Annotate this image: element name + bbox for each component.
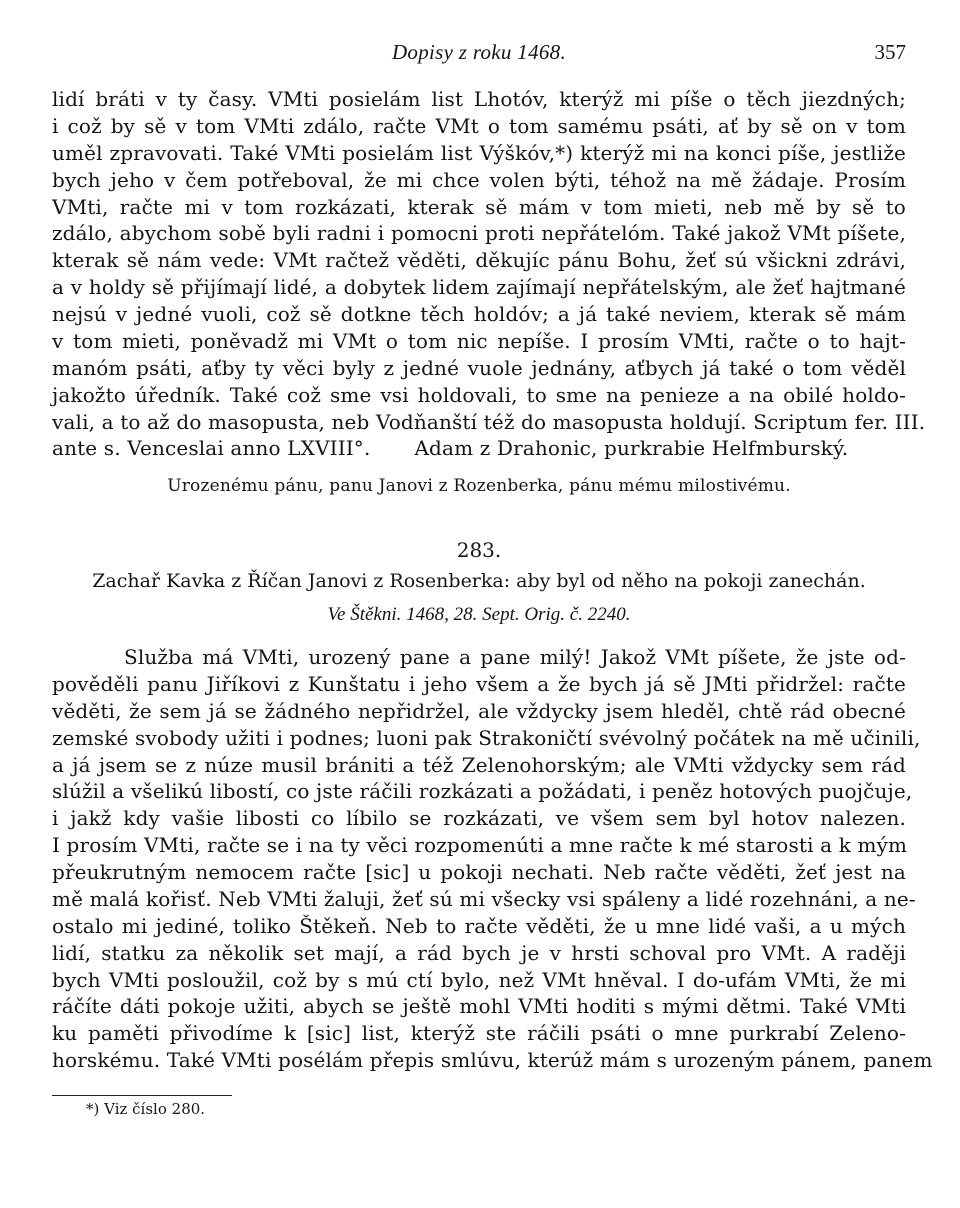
page-header: [52, 40, 906, 70]
text-line: uměl zpravovati. Také VMti posielám list Výškóv,*) kterýž mi na konci píše, jestliže: [52, 140, 906, 165]
text-line: i což by sě v tom VMti zdálo, račte VMt o tom samému psáti, ať by sě on v tom: [52, 113, 906, 138]
closing-line: [52, 435, 906, 462]
page-number: 357: [874, 40, 906, 64]
text-line: bych VMti posloužil, což by s mú ctí bylo, než VMt hněval. I do-ufám VMti, že mi: [52, 967, 906, 992]
text-line: pověděli panu Jiříkovi z Kunštatu i jeho všem a že bych já sě JMti přidržel: račte: [52, 671, 906, 696]
text-line: manóm psáti, aťby ty věci byly z jedné vuole jednány, aťbych já také o tom věděl: [52, 355, 906, 380]
text-line: i jakž kdy vašie libosti co líbilo se rozkázati, ve všem sem byl hotov nalezen.: [52, 806, 906, 831]
text-line: lidí, statku za několik set mají, a rád bych je v hrsti schoval pro VMt. A raději: [52, 940, 906, 965]
text-line: věděti, že sem já se žádného nepřidržel, ale vždycky jsem hleděl, chtě rád obecné: [52, 698, 906, 723]
text-line: ráčíte dáti pokoje užiti, abych se ještě mohl VMti hoditi s mými dětmi. Také VMti: [52, 994, 906, 1019]
signature: Adam z Drahonic, purkrabie Helfmburský.: [414, 436, 849, 461]
text-line: horskému. Také VMti posélám přepis smlúvu, kterúž mám s urozeným pánem, panem: [52, 1048, 933, 1073]
letter-address: Urozenému pánu, panu Janovi z Rozenberka, pánu mému milostivému.: [167, 476, 791, 496]
text-line: ku paměti přivodíme k [sic] list, kterýž ste ráčili psáti o mne purkrabí Zeleno-: [52, 1021, 906, 1046]
footnote-divider: [52, 1095, 232, 1096]
letter-282-body: [52, 86, 926, 462]
text-line: kterak sě nám vede: VMt račtež věděti, děkujíc pánu Bohu, žeť sú všickni zdrávi,: [52, 248, 906, 273]
text-line: a v holdy sě přijímají lidé, a dobytek lidem zajímají nepřátelským, ale žeť hajtmané: [52, 275, 906, 300]
text-line: a já jsem se z núze musil brániti a též Zelenohorským; ale VMti vždycky sem rád: [52, 752, 906, 777]
text-line: přeukrutným nemocem račte [sic] u pokoji nechati. Neb račte věděti, žeť jest na: [52, 860, 906, 884]
text-line: Služba má VMti, urozený pane a pane milý! Jakož VMt píšete, že jste od-: [124, 645, 906, 669]
text-line: v tom mieti, poněvadž mi VMt o tom nic nepíše. I prosím VMti, račte o to hajt-: [52, 328, 906, 353]
text-line: ostalo mi jediné, toliko Štěkeň. Neb to račte věděti, že u mne lidé vaši, a u mých: [52, 913, 906, 938]
text-line: jakožto úředník. Také což sme vsi holdovali, to sme na penieze a na obilé holdo-: [52, 382, 906, 407]
text-line: bych jeho v čem potřeboval, že mi chce volen býti, téhož na mě žádaje. Prosím: [52, 167, 906, 192]
letter-heading: Zachař Kavka z Říčan Janovi z Rosenberka: aby byl od něho na pokoji zanechán.: [92, 570, 866, 592]
text-line: zemské svobody užiti i podnes; luoni pak Strakoničtí svévolný počátek na mě učinili,: [52, 725, 921, 750]
letter-dateline: Ve Štěkni. 1468, 28. Sept. Orig. č. 2240.: [327, 604, 631, 625]
text-line: slúžil a všelikú libostí, co jste ráčili rozkázati a požádati, i peněz hotových puojčuje,: [52, 779, 913, 804]
text-line: VMti, račte mi v tom rozkázati, kterak sě mám v tom mieti, neb mě by sě to: [52, 194, 906, 219]
text-line: nejsú v jedné vuoli, což sě dotkne těch holdóv; a já také neviem, kterak sě mám: [52, 302, 906, 326]
letter-number: 283.: [456, 538, 502, 562]
text-line: lidí bráti v ty časy. VMti posielám list Lhotóv, kterýž mi píše o těch jiezdných;: [52, 87, 906, 111]
footnote: *) Viz číslo 280.: [86, 1100, 206, 1118]
closing-date: ante s. Venceslai anno LXVIII°.: [52, 436, 371, 461]
letter-283-body: [52, 644, 933, 1074]
running-title: Dopisy z roku 1468.: [391, 40, 567, 64]
text-line: I prosím VMti, račte se i na ty věci rozpomenúti a mne račte k mé starosti a k mým: [52, 833, 908, 858]
text-line: mě malá kořisť. Neb VMti žaluji, žeť sú mi všecky vsi spáleny a lidé rozehnáni, a ne-: [52, 886, 916, 911]
text-line: vali, a to až do masopusta, neb Vodňanští též do masopusta holdují. Scriptum fer. III.: [52, 409, 926, 434]
text-line: zdálo, abychom sobě byli radni i pomocni proti nepřátelóm. Také jakož VMt píšete,: [52, 221, 906, 246]
